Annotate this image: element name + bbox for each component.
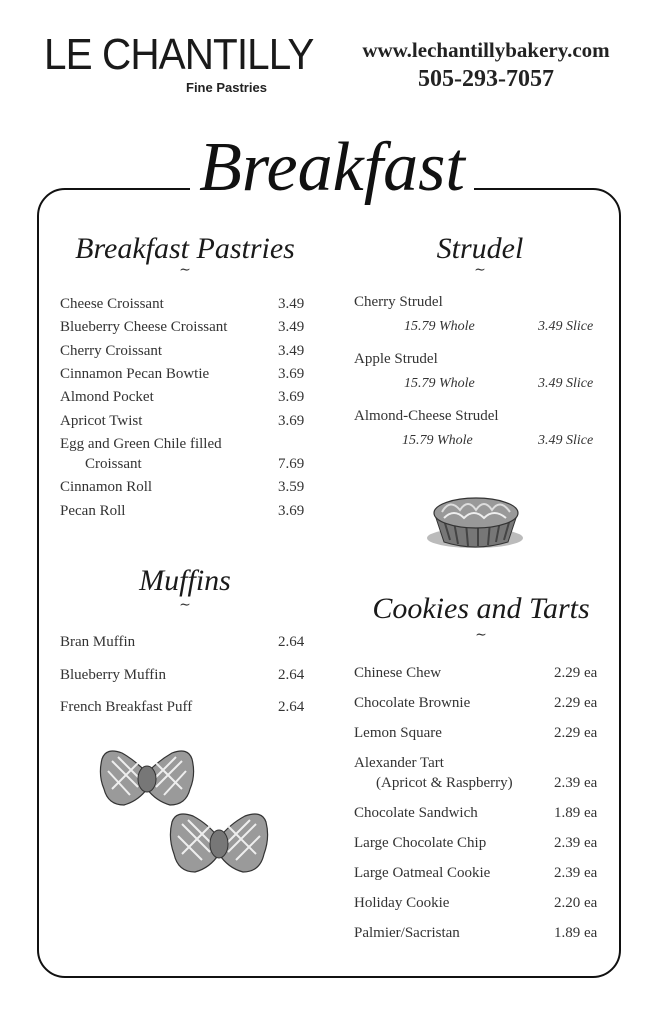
muffins-swash-icon: ∼ [179,598,191,613]
cookie-name-continued: (Apricot & Raspberry) [376,775,513,791]
pastry-price: 7.69 [278,456,305,472]
pastry-name: Egg and Green Chile filled [60,436,222,452]
pastry-price: 3.69 [278,389,305,405]
pastry-price: 3.49 [278,296,305,312]
strudel-name: Apple Strudel [354,351,438,367]
website-link[interactable]: www.lechantillybakery.com [362,38,610,62]
bowtie-pastry-image [98,745,196,815]
bowtie-pastry-image [168,808,270,882]
cookie-name: Lemon Square [354,725,442,741]
cookie-name: Holiday Cookie [354,895,450,911]
cookie-price: 2.29 ea [554,665,598,681]
pastry-name: Cinnamon Roll [60,479,153,495]
pastry-name: Cheese Croissant [60,296,164,312]
pastry-name: Almond Pocket [60,389,154,405]
breakfast-pastries-swash-icon: ∼ [179,263,191,278]
phone-number: 505-293-7057 [418,66,554,92]
muffins-title: Muffins [139,564,231,597]
cookie-price: 2.29 ea [554,695,598,711]
pastry-name: Cherry Croissant [60,343,163,359]
cookie-price: 2.20 ea [554,895,598,911]
muffin-name: Blueberry Muffin [60,667,166,683]
strudel-slice-price: 3.49 Slice [538,319,594,334]
strudel-whole-price: 15.79 Whole [402,433,473,448]
pastry-name: Pecan Roll [60,503,126,519]
cookie-price: 2.39 ea [554,775,598,791]
muffin-price: 2.64 [278,634,305,650]
breakfast-pastries-title: Breakfast Pastries [75,232,295,265]
cookie-name: Large Chocolate Chip [354,835,487,851]
cookie-name: Chinese Chew [354,665,442,681]
cookie-price: 1.89 ea [554,925,598,941]
muffin-name: Bran Muffin [60,634,136,650]
cookie-price: 2.29 ea [554,725,598,741]
page-title: Breakfast [199,129,465,206]
strudel-slice-price: 3.49 Slice [538,433,594,448]
pastry-name: Blueberry Cheese Croissant [60,319,228,335]
strudel-slice-price: 3.49 Slice [538,376,594,391]
strudel-whole-price: 15.79 Whole [404,319,475,334]
pastry-price: 3.69 [278,366,305,382]
cookies-tarts-swash-icon: ∼ [475,628,487,643]
cookies-tarts-title: Cookies and Tarts [372,592,590,625]
strudel-whole-price: 15.79 Whole [404,376,475,391]
cookie-price: 2.39 ea [554,865,598,881]
muffin-name: French Breakfast Puff [60,699,193,715]
cookie-price: 1.89 ea [554,805,598,821]
cookie-name: Alexander Tart [354,755,444,771]
cookie-name: Large Oatmeal Cookie [354,865,491,881]
strudel-swash-icon: ∼ [474,263,486,278]
cookie-name: Chocolate Sandwich [354,805,478,821]
strudel-title: Strudel [436,232,524,265]
cookie-name: Palmier/Sacristan [354,925,460,941]
pastry-price: 3.49 [278,343,305,359]
strudel-name: Almond-Cheese Strudel [354,408,499,424]
muffin-price: 2.64 [278,699,305,715]
pastry-name: Cinnamon Pecan Bowtie [60,366,210,382]
pastry-price: 3.49 [278,319,305,335]
pastry-price: 3.69 [278,413,305,429]
pastry-name: Apricot Twist [60,413,143,429]
cookie-price: 2.39 ea [554,835,598,851]
pastry-name-continued: Croissant [85,456,142,472]
brand-tagline: Fine Pastries [186,80,267,95]
cookie-name: Chocolate Brownie [354,695,471,711]
tart-image [420,480,530,552]
pastry-price: 3.59 [278,479,305,495]
muffin-price: 2.64 [278,667,305,683]
brand-logo: LE CHANTILLY [44,30,314,79]
pastry-price: 3.69 [278,503,305,519]
strudel-name: Cherry Strudel [354,294,443,310]
